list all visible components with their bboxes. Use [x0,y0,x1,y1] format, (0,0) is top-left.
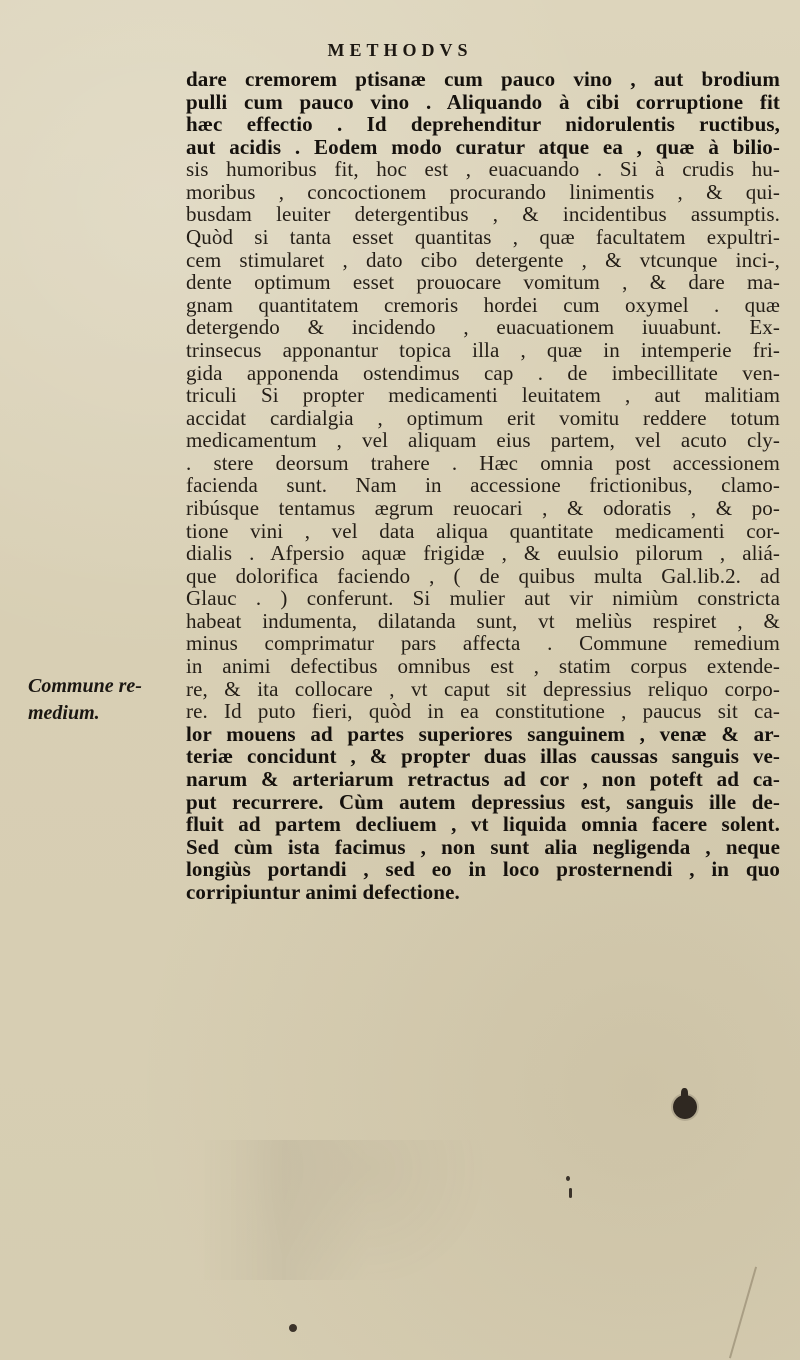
text-line-2: pulli cum pauco vino . Aliquando à cibi corruptione fit [186,89,780,114]
text-line-26: minus comprimatur pars affecta . Commune remedium [186,631,780,656]
text-line-23: que dolorifica faciendo , ( de quibus multa Gal.lib.2. ad [186,563,780,588]
margin-note [28,673,178,727]
running-head: METHODVS [327,40,473,60]
text-line-3: hæc effectio . Id deprehenditur nidorulentis ructibus, [186,112,780,137]
text-line-5: sis humoribus fit, hoc est , euacuando . Si à crudis hu- [186,157,780,182]
text-line-29: re. Id puto fieri, quòd in ea constitutione , paucus sit ca- [186,699,780,724]
text-line-7: busdam leuiter detergentibus , & incidentibus assumptis. [186,202,780,227]
paper-crease [729,1267,757,1359]
margin-note-line-2: medium. [28,702,100,724]
text-line-30: lor mouens ad partes superiores sanguinem , venæ & ar- [186,721,780,746]
text-line-8: Quòd si tanta esset quantitas , quæ facultatem expultri- [186,225,780,250]
text-line-4: aut acidis . Eodem modo curatur atque ea , quæ à bilio- [186,134,780,159]
text-line-1: dare cremorem ptisanæ cum pauco vino , aut brodium [186,67,780,91]
ink-stamp-icon [673,1095,697,1119]
text-line-14: gida apponenda ostendimus cap . de imbecillitate ven- [186,360,780,385]
text-line-32: narum & arteriarum retractus ad cor , non poteft ad ca- [186,766,780,791]
main-text-block [186,68,780,903]
paper-bleed-through [200,1140,760,1280]
text-line-15: triculi Si propter medicamenti leuitatem , aut malitiam [186,383,780,408]
text-line-28: re, & ita collocare , vt caput sit depressius reliquo corpo- [186,676,780,701]
text-line-13: trinsecus apponantur topica illa , quæ in intemperie fri- [186,337,780,362]
text-line-19: facienda sunt. Nam in accessione frictionibus, clamo- [186,473,780,498]
text-line-36: longiùs portandi , sed eo in loco prosternendi , in quo [186,857,780,882]
text-line-31: teriæ concidunt , & propter duas illas caussas sanguis ve- [186,744,780,769]
text-line-24: Glauc . ) conferunt. Si mulier aut vir nimiùm constricta [186,586,780,611]
ink-mark [566,1176,570,1181]
text-line-20: ribúsque tentamus ægrum reuocari , & odoratis , & po- [186,495,780,520]
text-line-33: put recurrere. Cùm autem depressius est, sanguis ille de- [186,789,780,814]
text-line-12: detergendo & incidendo , euacuationem iuuabunt. Ex- [186,315,780,340]
text-line-35: Sed cùm ista facimus , non sunt alia negligenda , neque [186,834,780,859]
text-line-21: tione vini , vel data aliqua quantitate medicamenti cor- [186,518,780,543]
text-line-34: fluit ad partem decliuem , vt liquida omnia facere solent. [186,812,780,837]
ink-mark [569,1188,572,1198]
margin-note-line-1: Commune re- [28,675,142,697]
text-line-27: in animi defectibus omnibus est , statim corpus extende- [186,654,780,679]
text-line-17: medicamentum , vel aliquam eius partem, vel acuto cly- [186,428,780,453]
text-line-9: cem stimularet , dato cibo detergente , & vtcunque inci-, [186,247,780,272]
ink-mark [289,1324,297,1332]
text-line-18: . stere deorsum trahere . Hæc omnia post accessionem [186,450,780,475]
text-line-10: dente optimum esset prouocare vomitum , & dare ma- [186,270,780,295]
text-line-16: accidat cardialgia , optimum erit vomitu reddere totum [186,405,780,430]
text-line-11: gnam quantitatem cremoris hordei cum oxymel . quæ [186,292,780,317]
text-line-37: corripiuntur animi defectione. [186,879,460,904]
text-line-22: dialis . Afpersio aquæ frigidæ , & euulsio pilorum , aliá- [186,541,780,566]
text-line-25: habeat indumenta, dilatanda sunt, vt meliùs respiret , & [186,608,780,633]
text-line-6: moribus , concoctionem procurando linimentis , & qui- [186,179,780,204]
